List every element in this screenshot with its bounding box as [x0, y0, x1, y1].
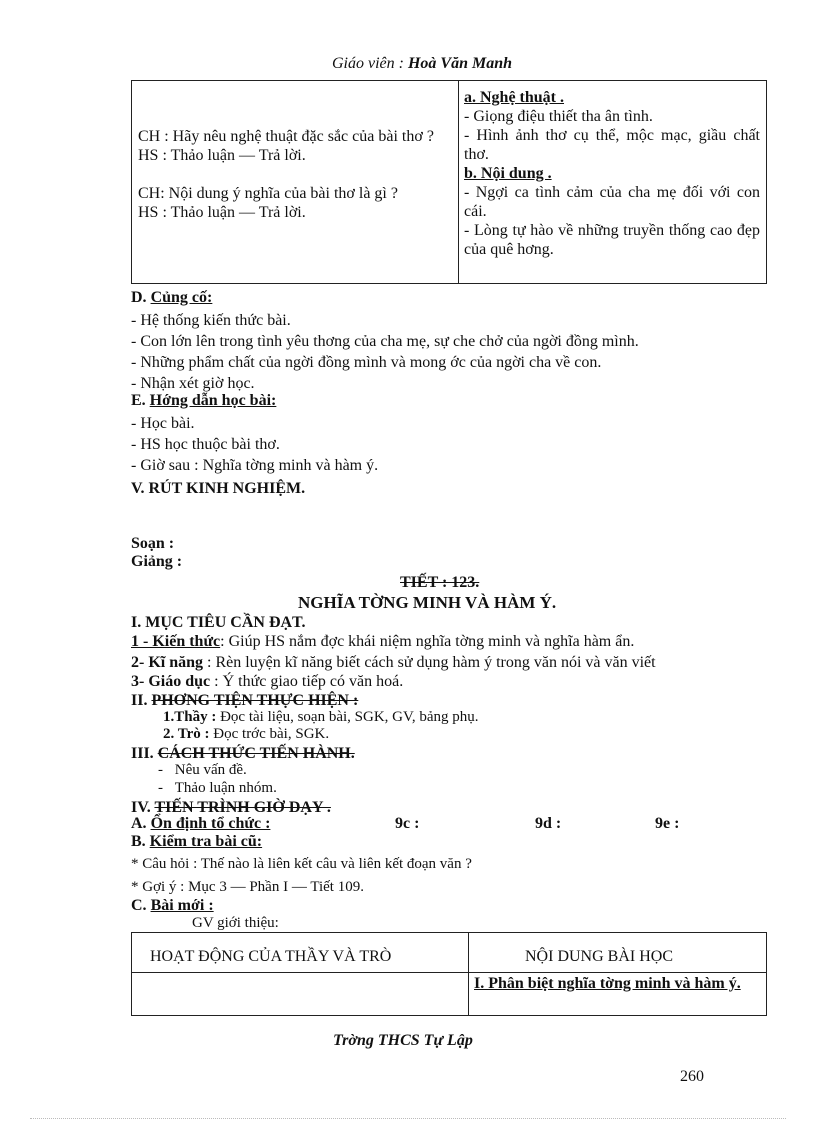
cungco-label: Củng cố:: [150, 289, 213, 306]
section-title: I. Phân biệt nghĩa tờng minh và hàm ý.: [474, 975, 741, 992]
page-edge-divider: [30, 1118, 786, 1119]
kinang-label: 2- Kĩ năng: [131, 654, 204, 671]
class-9d: 9d :: [535, 815, 562, 832]
class-9c: 9c :: [395, 815, 420, 832]
teacher-label: Giáo viên :: [332, 55, 404, 72]
soan-label: Soạn :: [131, 535, 175, 552]
kienthuc-label: 1 - Kiến thức: [131, 633, 221, 650]
list-item: - Học bài.: [131, 415, 195, 432]
question-line: * Câu hỏi : Thế nào là liên kết câu và liên kết đoạn văn ?: [131, 856, 472, 872]
table-header-activity: HOẠT ĐỘNG CỦA THẦY VÀ TRÒ: [150, 948, 392, 965]
question-content: CH: Nội dung ý nghĩa của bài thơ là gì ?: [138, 185, 398, 202]
list-item: - Con lớn lên trong tình yêu thơng của cha mẹ, sự che chở của ngời đồng mình.: [131, 333, 639, 350]
cungco-heading: [131, 289, 212, 307]
ondinh-letter: A.: [131, 815, 147, 832]
table-header-content: NỘI DUNG BÀI HỌC: [525, 948, 673, 965]
baimoi-line: [131, 897, 214, 915]
bullet: -: [158, 762, 163, 778]
giaoduc-line: [131, 673, 403, 691]
kienthuc-line: [131, 633, 634, 651]
content-heading: b. Nội dung .: [464, 165, 552, 182]
list-item: - Nhận xét giờ học.: [131, 375, 255, 392]
thay-line: [163, 709, 479, 726]
tro-line: [163, 726, 329, 743]
cungco-list: [131, 310, 639, 394]
giaoduc-label: 3- Giáo dục: [131, 673, 211, 690]
cachthuc-heading: [131, 745, 355, 763]
lesson-title: NGHĨA TỜNG MINH VÀ HÀM Ý.: [298, 593, 557, 612]
kiemtra-line: [131, 833, 262, 851]
tro-label: 2. Trò :: [163, 726, 210, 742]
page-number: 260: [680, 1068, 704, 1085]
content-item: - Lòng tự hào về những truyền thống cao đẹp của quê hơng.: [464, 222, 760, 258]
question-art: CH : Hãy nêu nghệ thuật đặc sắc của bài thơ ?: [138, 128, 434, 145]
teacher-name: Hoà Văn Manh: [407, 55, 513, 72]
ondinh-line: [131, 815, 270, 833]
art-heading: a. Nghệ thuật .: [464, 89, 565, 106]
cachthuc-item: [158, 762, 247, 779]
school-name: Trờng THCS Tự Lập: [333, 1032, 473, 1049]
thay-text: Đọc tài liệu, soạn bài, SGK, GV, bảng phụ.: [216, 709, 479, 725]
cachthuc-label: CÁCH THỨC TIẾN HÀNH.: [157, 745, 355, 762]
page-header: [332, 55, 512, 73]
giaoduc-text: : Ý thức giao tiếp có văn hoá.: [210, 673, 404, 690]
cachthuc-prefix: III.: [131, 745, 154, 762]
huongdan-heading: [131, 392, 276, 410]
huongdan-label: Hớng dẫn học bài:: [149, 392, 277, 409]
cachthuc-item: [158, 780, 277, 797]
list-item: - HS học thuộc bài thơ.: [131, 436, 280, 453]
ondinh-label: Ổn định tổ chức :: [150, 815, 271, 832]
kienthuc-text: : Giúp HS nắm đợc khái niệm nghĩa tờng minh và nghĩa hàm ẩn.: [220, 633, 635, 650]
thay-label: 1.Thầy :: [163, 709, 217, 725]
cachthuc-item-text: Nêu vấn đề.: [174, 762, 247, 778]
cungco-letter: D.: [131, 289, 147, 306]
kinang-text: : Rèn luyện kĩ năng biết cách sử dụng hàm ý trong văn nói và văn viết: [203, 654, 656, 671]
art-item: - Hình ảnh thơ cụ thể, mộc mạc, giầu chất thơ.: [464, 127, 760, 163]
giang-label: Giảng :: [131, 553, 183, 570]
table-right-cell: [464, 88, 760, 259]
art-item: - Giọng điệu thiết tha ân tình.: [464, 108, 653, 125]
answer-content: HS : Thảo luận — Trả lời.: [138, 204, 306, 221]
kinang-line: [131, 654, 656, 672]
table-left-cell: [138, 127, 452, 222]
baimoi-label: Bài mới :: [150, 897, 214, 914]
rutkinh-heading: V. RÚT KINH NGHIỆM.: [131, 480, 306, 497]
list-item: - Giờ sau : Nghĩa tờng minh và hàm ý.: [131, 457, 379, 474]
kiemtra-label: Kiểm tra bài cũ:: [149, 833, 263, 850]
baimoi-letter: C.: [131, 897, 147, 914]
class-9e: 9e :: [655, 815, 680, 832]
phuongtien-label: PHƠNG TIỆN THỰC HIỆN :: [151, 692, 359, 709]
cachthuc-item-text: Thảo luận nhóm.: [174, 780, 277, 796]
tro-text: Đọc trớc bài, SGK.: [209, 726, 330, 742]
kiemtra-letter: B.: [131, 833, 146, 850]
huongdan-letter: E.: [131, 392, 146, 409]
gv-intro: GV giới thiệu:: [192, 915, 279, 931]
list-item: - Hệ thống kiến thức bài.: [131, 312, 291, 329]
tiet-number: TIẾT : 123.: [400, 574, 480, 591]
phuongtien-prefix: II.: [131, 692, 148, 709]
list-item: - Những phẩm chất của ngời đồng mình và mong ớc của ngời cha về con.: [131, 354, 602, 371]
table-divider: [468, 932, 469, 1016]
phuongtien-heading: [131, 692, 358, 710]
table-divider: [458, 80, 459, 284]
huongdan-list: [131, 413, 378, 476]
bullet: -: [158, 780, 163, 796]
muctieu-heading: I. MỤC TIÊU CẦN ĐẠT.: [131, 614, 306, 631]
tientrinh-label: TIẾN TRÌNH GIỜ DẠY .: [154, 799, 331, 816]
activity-table: [131, 932, 767, 1016]
answer-art: HS : Thảo luận — Trả lời.: [138, 147, 306, 164]
table-cell-section: [474, 975, 744, 993]
table-row-divider: [131, 972, 767, 973]
content-item: - Ngợi ca tình cảm của cha mẹ đối với con cái.: [464, 184, 760, 220]
tientrinh-prefix: IV.: [131, 799, 151, 816]
hint-line: * Gợi ý : Mục 3 — Phần I — Tiết 109.: [131, 879, 364, 895]
